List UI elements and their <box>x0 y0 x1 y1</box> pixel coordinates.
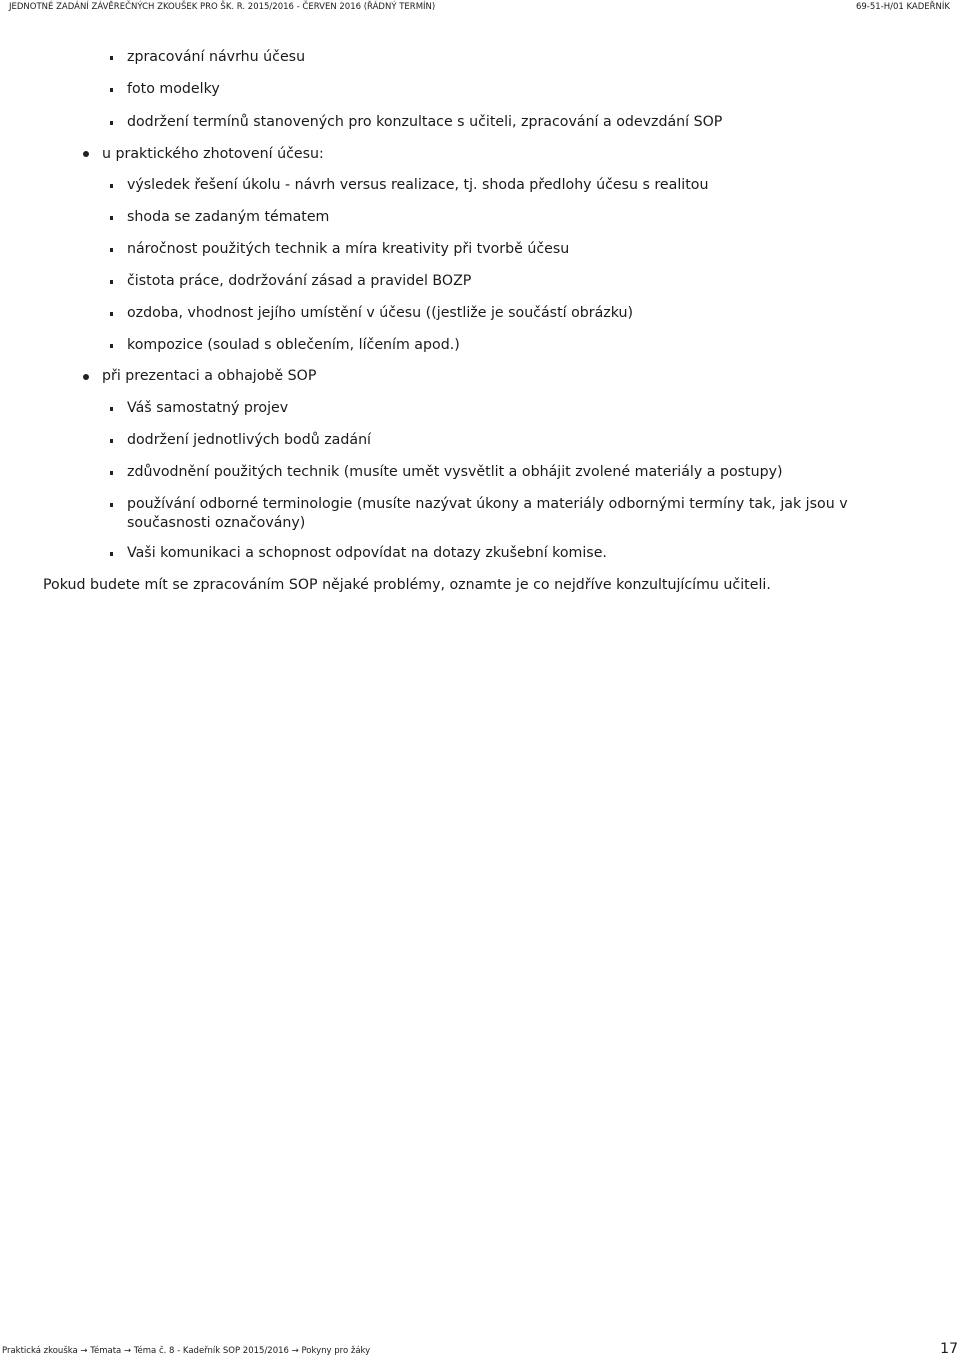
closing-note: Pokud budete mít se zpracováním SOP nějaké problémy, oznamte je co nejdříve konzultujícímu učiteli. <box>43 577 771 593</box>
list-item: dodržení jednotlivých bodů zadání <box>127 432 372 448</box>
round-bullet-icon <box>83 374 89 380</box>
square-bullet-icon <box>110 552 113 556</box>
list-item: zpracování návrhu účesu <box>127 49 306 65</box>
list-item: foto modelky <box>127 81 220 97</box>
square-bullet-icon <box>110 344 113 348</box>
list-item: shoda se zadaným tématem <box>127 209 330 225</box>
section-heading: u praktického zhotovení účesu: <box>102 146 324 162</box>
square-bullet-icon <box>110 56 113 60</box>
list-item: Váš samostatný projev <box>127 400 289 416</box>
round-bullet-icon <box>83 151 89 157</box>
square-bullet-icon <box>110 184 113 188</box>
list-item: výsledek řešení úkolu - návrh versus realizace, tj. shoda předlohy účesu s realitou <box>127 177 709 193</box>
list-item: používání odborné terminologie (musíte nazývat úkony a materiály odbornými termíny tak, jak jsou v současnosti označovány) <box>127 496 848 531</box>
list-item: kompozice (soulad s oblečením, líčením apod.) <box>127 337 460 353</box>
list-item: ozdoba, vhodnost jejího umístění v účesu ((jestliže je součástí obrázku) <box>127 305 634 321</box>
square-bullet-icon <box>110 121 113 125</box>
square-bullet-icon <box>110 88 113 92</box>
header-title: JEDNOTNÉ ZADÁNÍ ZÁVĚREČNÝCH ZKOUŠEK PRO ŠK. R. 2015/2016 - ČERVEN 2016 (ŘÁDNÝ TERMÍN) <box>9 2 436 12</box>
square-bullet-icon <box>110 312 113 316</box>
square-bullet-icon <box>110 407 113 411</box>
page-header <box>0 2 960 16</box>
page-footer <box>0 1341 960 1358</box>
square-bullet-icon <box>110 439 113 443</box>
footer-breadcrumb: Praktická zkouška → Témata → Téma č. 8 - Kadeřník SOP 2015/2016 → Pokyny pro žáky <box>2 1346 371 1356</box>
square-bullet-icon <box>110 503 113 507</box>
section-heading: při prezentaci a obhajobě SOP <box>102 368 317 384</box>
square-bullet-icon <box>110 248 113 252</box>
list-item: zdůvodnění použitých technik (musíte umět vysvětlit a obhájit zvolené materiály a postupy) <box>127 464 783 480</box>
list-item: dodržení termínů stanovených pro konzultace s učiteli, zpracování a odevzdání SOP <box>127 114 723 130</box>
page-number: 17 <box>940 1341 958 1357</box>
list-item: Vaši komunikaci a schopnost odpovídat na dotazy zkušební komise. <box>127 545 607 561</box>
list-item: čistota práce, dodržování zásad a pravidel BOZP <box>127 273 472 289</box>
square-bullet-icon <box>110 216 113 220</box>
square-bullet-icon <box>110 471 113 475</box>
header-code: 69-51-H/01 KADEŘNÍK <box>855 2 950 12</box>
list-item: náročnost použitých technik a míra kreativity při tvorbě účesu <box>127 241 570 257</box>
square-bullet-icon <box>110 280 113 284</box>
